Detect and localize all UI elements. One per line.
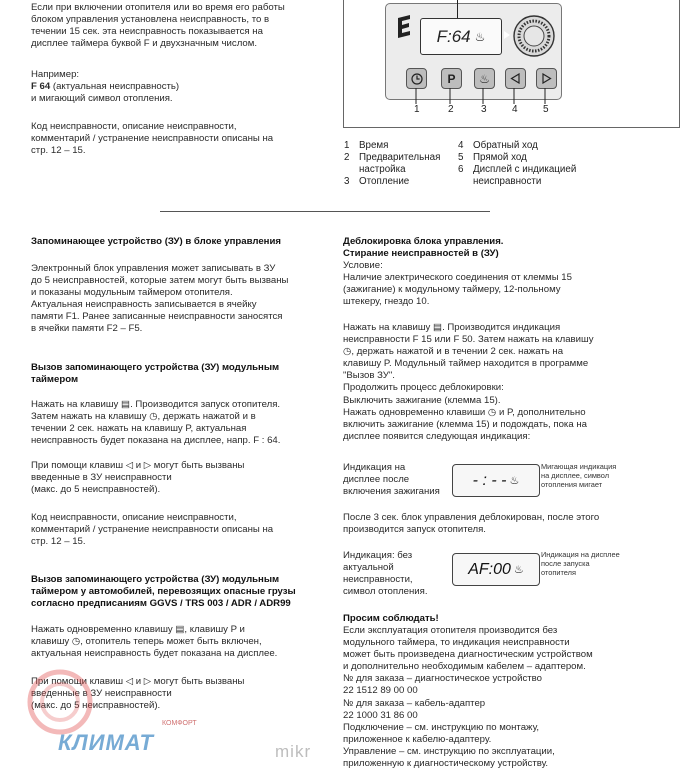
section-title (343, 236, 643, 260)
text-line: При помощи клавиш ◁ и ▷ могут быть вызваны (31, 460, 245, 471)
callout-number: 2 (448, 104, 454, 115)
legend-num: 3 (344, 176, 350, 187)
text-line: Нажать одновременно клавишу ▤, клавишу P и (31, 624, 245, 635)
text-line: ◷, держать нажатой и в течении 2 сек. нажать на (343, 346, 564, 358)
clock-button[interactable] (406, 68, 427, 89)
title-line: таймером (31, 374, 79, 386)
clock-icon (411, 73, 423, 85)
text-line: в ячейки памяти F2 – F5. (31, 323, 143, 335)
display-value: F:64 (436, 26, 471, 46)
text-line: (макс. до 5 неисправностей). (31, 700, 161, 712)
text-line: Продолжить процесс деблокировки: (343, 382, 504, 394)
brand-logo-icon (396, 14, 412, 47)
unlock-steps (343, 322, 643, 443)
text-line: дисплее после (343, 474, 410, 486)
legend-num: 1 (344, 140, 350, 151)
text-line: неисправность будет показана на дисплее, напр. F : 64. (31, 435, 281, 447)
text-line: 22 1000 31 86 00 (343, 709, 418, 721)
text-line: Электронный блок управления может записывать в ЗУ (31, 263, 276, 274)
title-line: таймером у автомобилей, перевозящих опасные грузы (31, 586, 296, 598)
example-code-note: (актуальная неисправность) (50, 81, 180, 93)
triangle-right-icon (541, 73, 552, 84)
text-line: может быть произведена диагностическим устройством (343, 649, 593, 661)
text-line: Управление – см. инструкцию по эксплуатации, (343, 745, 555, 757)
title-line: Стирание неисправностей в (ЗУ) (343, 248, 499, 260)
text-line: При помощи клавиш ◁ и ▷ могут быть вызваны (31, 676, 245, 687)
text-line: № для заказа – диагностическое устройство (343, 673, 542, 685)
text-line: Нажать на клавишу ▤. Производится запуск отопителя. (31, 399, 281, 410)
example-code-line (31, 81, 331, 93)
text-line: Код неисправности, описание неисправности, (31, 512, 237, 523)
example-label: Например: (31, 69, 80, 80)
back-button[interactable] (505, 68, 526, 89)
text-line: приложенное к кабелю-адаптеру. (343, 733, 492, 745)
text-line: модульного таймера, то индикация неисправности (343, 637, 570, 649)
memory-paragraph (31, 263, 331, 336)
text-line: Затем нажать на клавишу ◷, держать нажатой и в (31, 411, 256, 423)
recall-paragraph (31, 399, 331, 447)
legend-text: Прямой ход (473, 152, 527, 163)
legend-text: Отопление (359, 176, 410, 187)
text-line: клавишу P. Модульный таймер находится в программе (343, 358, 589, 370)
legend-text: Обратный ход (473, 140, 538, 151)
display-value: - : - - (472, 471, 507, 489)
ref-line: комментарий / устранение неисправности описаны на (31, 133, 274, 145)
section-title (31, 574, 336, 610)
callout-number: 1 (414, 104, 420, 115)
after-paragraph (343, 512, 643, 536)
recall-keys-paragraph (31, 460, 331, 496)
note-line: Индикация на дисплее (541, 550, 620, 559)
callout-number: 4 (512, 104, 518, 115)
ref-line: стр. 12 – 15. (31, 145, 86, 157)
watermark-logo-sub: КОМФОРТ (162, 720, 197, 727)
intro-line: Если при включении отопителя или во время его работы (31, 2, 285, 13)
indication-display (452, 464, 540, 497)
text-line: включения зажигания (343, 486, 440, 498)
legend-num: 6 (458, 164, 464, 175)
display-value: AF:00 (468, 560, 511, 578)
text-line: Если эксплуатация отопителя производится без (343, 625, 558, 636)
legend-text: Время (359, 140, 389, 151)
text-line: штекеру, гнездо 10. (343, 296, 430, 308)
ref-line: Код неисправности, описание неисправности, (31, 121, 237, 132)
intro-line: течении 15 сек. эта неисправность показывается на (31, 26, 263, 38)
title-line: Деблокировка блока управления. (343, 236, 504, 247)
indication-display (452, 553, 540, 586)
text-line: актуальная неисправность будет показана на дисплее. (31, 648, 278, 660)
text-line: актуальной (343, 562, 394, 574)
ref-block (31, 121, 331, 157)
text-line: и показаны модульным таймером отопителя. (31, 287, 233, 299)
text-line: Индикация: без (343, 550, 413, 561)
heat-symbol-icon: ♨ (513, 564, 524, 576)
indication-label (343, 462, 453, 498)
section-title: Просим соблюдать! (343, 613, 439, 624)
text-line: Актуальная неисправность записывается в ячейку (31, 299, 257, 311)
text-line: Подключение – см. инструкцию по монтажу, (343, 721, 540, 733)
text-line: Нажать на клавишу ▤. Производится индикация (343, 322, 561, 333)
text-line: введенные в ЗУ неисправности (31, 472, 172, 484)
note-line: отопления мигает (541, 480, 603, 490)
display-pointer (457, 0, 458, 18)
text-line: неисправности F 15 или F 50. Затем нажать на клавишу (343, 334, 594, 346)
text-line: Выключить зажигание (клемма 15). (343, 394, 501, 406)
timer-display (420, 18, 502, 55)
text-line: После 3 сек. блок управления деблокирован, после этого (343, 512, 600, 523)
example-code: F 64 (31, 81, 51, 93)
legend-text: Предварительная настройка (359, 152, 441, 176)
ref-paragraph (31, 512, 331, 548)
intro-block (31, 2, 331, 50)
text-line: неисправности, (343, 574, 413, 586)
legend-num: 5 (458, 152, 464, 163)
note-line: отопителя (541, 568, 576, 578)
text-line: течении 2 сек. нажать на клавишу P, актуальная (31, 423, 247, 435)
divider (160, 211, 490, 212)
text-line: № для заказа – кабель-адаптер (343, 697, 486, 709)
heating-button[interactable] (474, 68, 495, 89)
text-line: Наличие электрического соединения от клеммы 15 (343, 272, 572, 283)
text-line: "Вызов ЗУ". (343, 370, 395, 382)
legend-text: Дисплей с индикацией неисправности (473, 164, 577, 188)
indication-label (343, 550, 453, 598)
text-line: (макс. до 5 неисправностей). (31, 484, 161, 496)
title-line: Вызов запоминающего устройства (ЗУ) модульным (31, 362, 280, 373)
text-line: (зажигание) к модульному таймеру, 12-польному (343, 284, 561, 296)
text-line: и дополнительно необходимым кабелем – адаптером. (343, 661, 586, 673)
text-line: включить зажигание (клемма 15) и подождать, пока на (343, 418, 587, 430)
text-line: памяти F1. Ранее записанные неисправности заносятся (31, 311, 283, 323)
preset-p-icon: P (447, 71, 456, 86)
intro-line: дисплее таймера буквой F и двухзначным числом. (31, 38, 258, 50)
legend-num: 4 (458, 140, 464, 151)
watermark-site: mikr (275, 742, 312, 761)
text-line: 22 1512 89 00 00 (343, 685, 418, 697)
note-line: на дисплее, символ (541, 471, 610, 481)
text-line: стр. 12 – 15. (31, 536, 86, 548)
text-line: клавишу ◷, отопитель теперь может быть включен, (31, 636, 262, 648)
text-line: Нажать одновременно клавиши ◷ и P, дополнительно (343, 406, 586, 418)
example-block (31, 69, 331, 105)
notice-paragraph (343, 625, 643, 770)
callout-number: 5 (543, 104, 549, 115)
condition-paragraph (343, 272, 643, 308)
indication-note (541, 550, 631, 578)
title-line: Вызов запоминающего устройства (ЗУ) модульным (31, 574, 280, 585)
intro-line: блоком управления установлена неисправность, то в (31, 14, 270, 26)
example-symbol: и мигающий символ отопления. (31, 93, 173, 105)
section-title: Запоминающее устройство (ЗУ) в блоке управления (31, 236, 281, 247)
callout-number: 3 (481, 104, 487, 115)
arrow-right-icon (504, 31, 510, 39)
forward-button[interactable] (536, 68, 557, 89)
note-line: после запуска (541, 559, 590, 569)
text-line: комментарий / устранение неисправности описаны на (31, 524, 274, 536)
section-title (31, 362, 331, 386)
note-line: Мигающая индикация (541, 462, 617, 471)
watermark-logo-text: КЛИМАТ (58, 730, 154, 755)
heat-symbol-icon: ♨ (509, 475, 520, 487)
legend-num: 2 (344, 152, 350, 163)
text-line: Индикация на (343, 462, 406, 473)
preset-button[interactable] (441, 68, 462, 89)
text-line: введенные в ЗУ неисправности (31, 688, 172, 700)
text-line: дисплее появится следующая индикация: (343, 430, 531, 442)
heat-symbol-icon: ♨ (474, 29, 486, 44)
indication-note (541, 462, 631, 490)
triangle-left-icon (510, 73, 521, 84)
text-line: до 5 неисправностей, которые затем могут быть вызваны (31, 275, 289, 287)
control-knob[interactable] (512, 14, 556, 63)
adr-paragraph (31, 624, 331, 660)
heat-icon: ♨ (479, 71, 490, 86)
title-line: согласно предписаниям GGVS / TRS 003 / ADR / ADR99 (31, 598, 291, 610)
text-line: производится запуск отопителя. (343, 524, 486, 536)
condition-label: Условие: (343, 260, 383, 271)
text-line: символ отопления. (343, 586, 428, 598)
text-line: приложенную к диагностическому устройству. (343, 758, 549, 770)
